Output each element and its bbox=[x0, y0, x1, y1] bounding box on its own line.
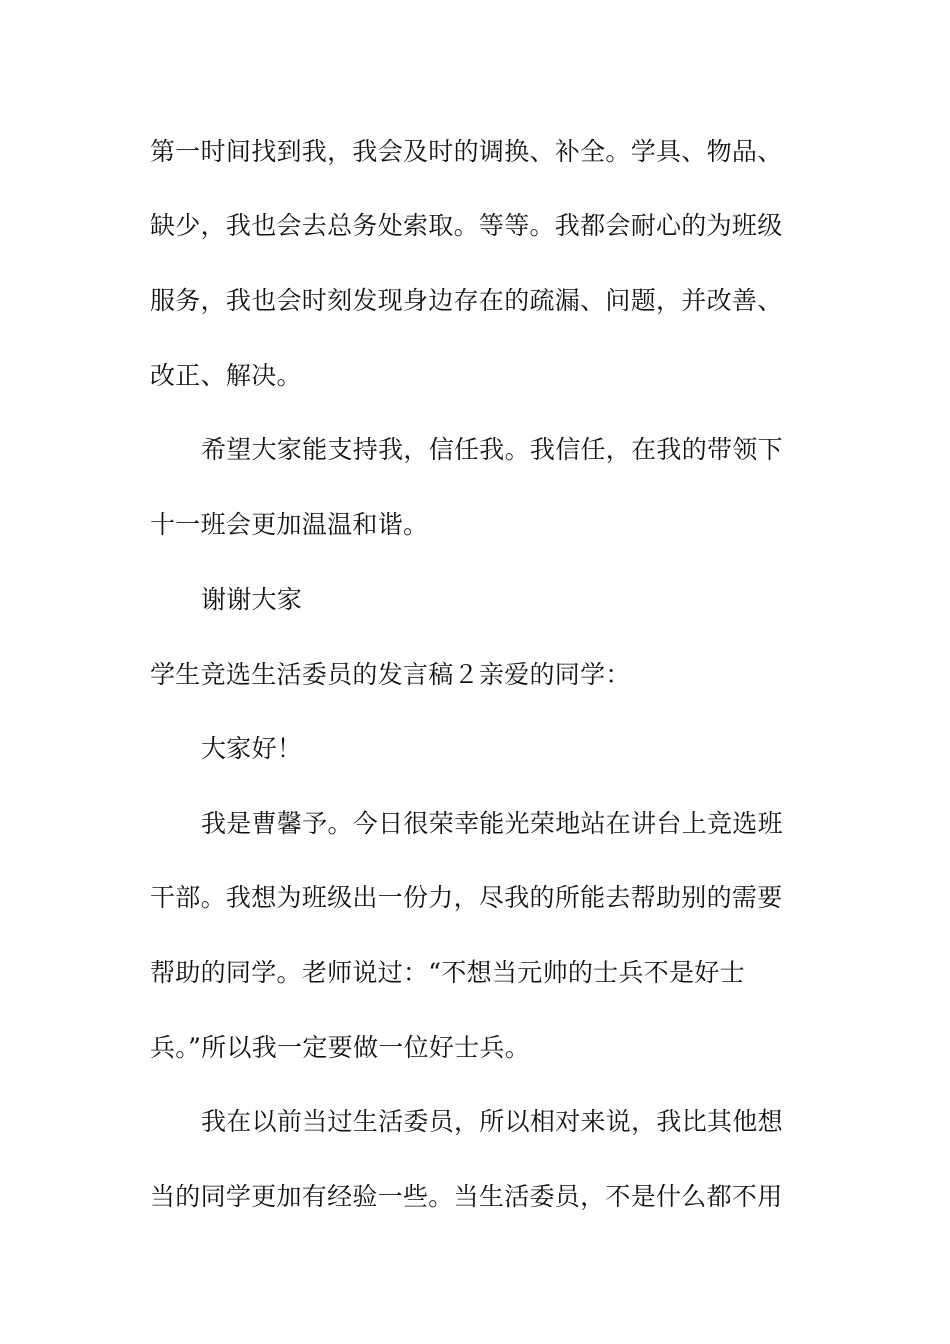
paragraph-line: 我是曹馨予。今日很荣幸能光荣地站在讲台上竞选班 bbox=[201, 809, 783, 838]
paragraph-line: 第一时间找到我，我会及时的调换、补全。学具、物品、 bbox=[150, 137, 783, 166]
paragraph-line: 当的同学更加有经验一些。当生活委员，不是什么都不用 bbox=[150, 1182, 783, 1211]
paragraph-line: 十一班会更加温温和谐。 bbox=[150, 510, 429, 539]
paragraph-line: 服务，我也会时刻发现身边存在的疏漏、问题，并改善、 bbox=[150, 286, 783, 315]
greeting-line: 大家好！ bbox=[201, 734, 303, 763]
paragraph-line: 缺少，我也会去总务处索取。等等。我都会耐心的为班级 bbox=[150, 211, 783, 240]
paragraph-line: 改正、解决。 bbox=[150, 361, 302, 390]
paragraph-line: 兵。”所以我一定要做一位好士兵。 bbox=[150, 1033, 531, 1062]
paragraph-line: 希望大家能支持我，信任我。我信任，在我的带领下 bbox=[201, 435, 783, 464]
paragraph-line: 帮助的同学。老师说过：“不想当元帅的士兵不是好士 bbox=[150, 958, 745, 987]
section-heading: 学生竞选生活委员的发言稿２亲爱的同学： bbox=[150, 660, 631, 689]
paragraph-line: 我在以前当过生活委员，所以相对来说，我比其他想 bbox=[201, 1107, 783, 1136]
closing-line: 谢谢大家 bbox=[201, 585, 303, 614]
paragraph-line: 干部。我想为班级出一份力，尽我的所能去帮助别的需要 bbox=[150, 883, 783, 912]
